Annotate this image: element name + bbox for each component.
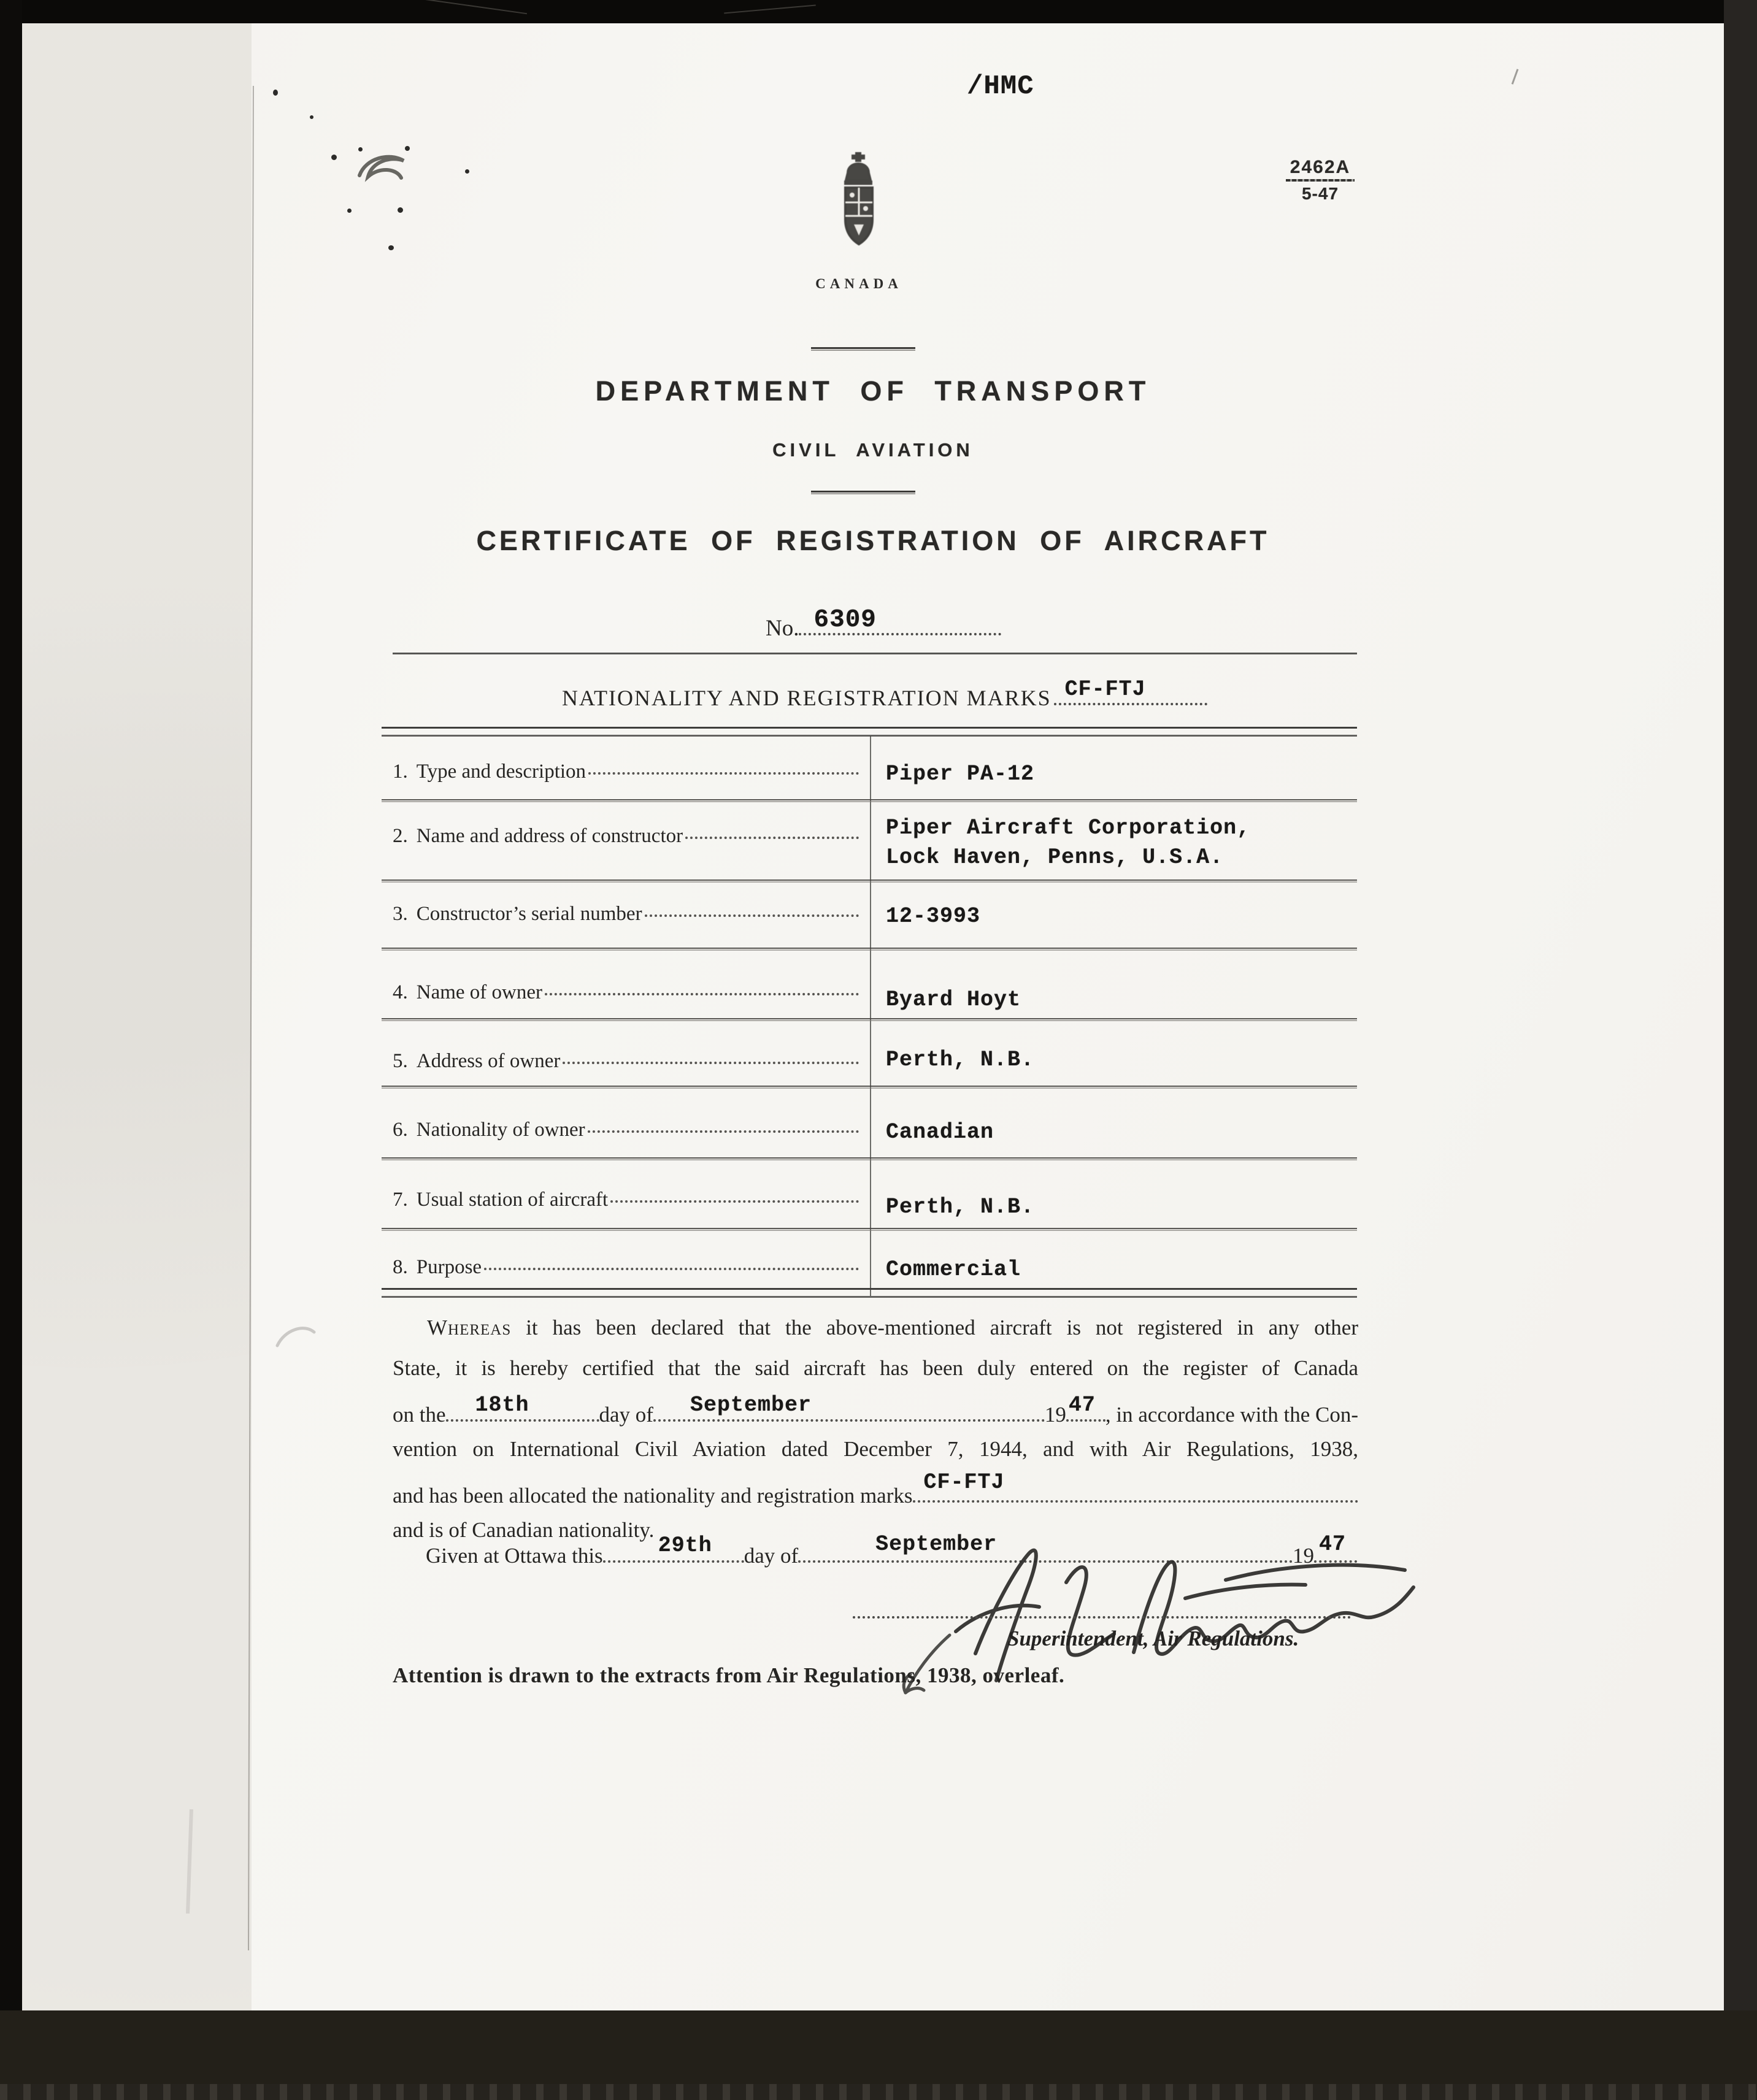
row-number: 1. [393,761,408,783]
table-row-value: Perth, N.B. [886,1195,1035,1219]
entered-month-field [653,1395,1045,1422]
row-label: Address of owner [416,1050,561,1072]
attention-note: Attention is drawn to the extracts from Air Regulations, 1938, overleaf. [393,1663,1065,1687]
leader-dots [588,772,859,775]
table-row-value: Byard Hoyt [886,987,1021,1012]
certificate-number-field [799,606,1001,635]
certificate-number-row [766,606,1001,642]
table-row-divider [382,879,1357,883]
table-row-value: Canadian [886,1120,994,1144]
row-number: 6. [393,1119,408,1141]
pencil-smudge [274,1317,320,1354]
leader-dots [545,993,859,995]
signature-dotted-line [853,1615,1351,1619]
entered-month-value: September [690,1393,812,1417]
allocated-marks-text: and has been allocated the nationality and registration marks [393,1484,913,1508]
row-number: 3. [393,903,408,925]
scan-border-right [1724,0,1757,2100]
row-label: Nationality of owner [416,1119,585,1141]
table-row-value: Piper Aircraft Corporation, [886,816,1251,840]
table-row-label [393,1256,859,1279]
on-the-text: on the [393,1403,446,1427]
certificate-title: CERTIFICATE OF REGISTRATION OF AIRCRAFT [476,525,1270,556]
table-row-label [393,761,859,783]
given-month-value: September [875,1532,998,1557]
given-year-prefix: 19 [1293,1544,1314,1568]
given-year-value: 47 [1319,1532,1347,1557]
given-day-value: 29th [658,1533,712,1558]
ink-speck [310,115,313,119]
entered-year-field [1066,1395,1105,1422]
table-row-value: Perth, N.B. [886,1048,1035,1072]
table-row-divider [382,948,1357,951]
rule-under-number [393,653,1357,654]
table-row-divider [382,799,1357,803]
entered-year-value: 47 [1068,1393,1096,1417]
signatory-title: Superintendent, Air Regulations. [1007,1627,1299,1650]
table-row-label [393,1189,859,1211]
backing-paper-strip [22,23,252,2010]
row-label: Type and description [416,761,586,783]
table-top-double-rule [382,727,1357,737]
declaration-line-3-rest: , in accordance with the Con- [1105,1403,1358,1427]
ink-speck [465,169,469,174]
row-label: Usual station of aircraft [416,1189,609,1211]
table-row-value: Commercial [886,1257,1021,1282]
table-row-label [393,981,859,1004]
leader-dots [563,1062,859,1064]
form-stamp-rule [1286,179,1355,182]
row-label: Constructor’s serial number [416,903,642,925]
leader-dots [588,1130,859,1133]
given-prefix-text: Given at Ottawa this [426,1544,603,1568]
entered-day-value: 18th [475,1393,529,1417]
divider-short-1 [811,347,915,351]
registration-marks-label: NATIONALITY AND REGISTRATION MARKS [562,686,1052,710]
ink-speck [273,90,278,96]
division-title: CIVIL AVIATION [772,439,974,461]
ink-speck [398,207,403,213]
scan-border-top [0,0,1757,23]
allocated-marks-value: CF-FTJ [923,1470,1005,1495]
table-row-value: Piper PA-12 [886,762,1035,786]
given-day-field [603,1533,744,1563]
divider-short-2 [811,491,915,494]
row-number: 8. [393,1256,408,1278]
leader-dots [610,1200,859,1203]
row-label: Purpose [416,1256,482,1278]
crest-caption: CANADA [815,276,902,291]
row-number: 2. [393,825,408,847]
table-row-divider [382,1228,1357,1232]
table-row-label [393,903,859,925]
registration-marks-row [562,678,1207,711]
film-edge-texture [0,2084,1757,2100]
routing-code: /HMC [967,71,1034,102]
table-row-divider [382,1018,1357,1022]
table-bottom-double-rule [382,1288,1357,1298]
declaration-line-2: State, it is hereby certified that the said aircraft has been duly entered on the register of Canada [393,1356,1358,1380]
row-number: 7. [393,1189,408,1211]
table-row-label [393,1119,859,1141]
form-number-stamp [1283,157,1357,204]
leader-dots [484,1268,859,1270]
year-prefix: 19 [1044,1403,1066,1427]
table-row-divider [382,1086,1357,1089]
table-row-value-line2: Lock Haven, Penns, U.S.A. [886,845,1224,870]
ink-speck [331,155,337,160]
department-title: DEPARTMENT OF TRANSPORT [595,375,1151,407]
canada-coat-of-arms-icon [811,152,907,275]
form-code: 2462A [1290,157,1351,177]
ink-speck [388,245,394,250]
certificate-number-value: 6309 [813,606,877,634]
allocated-marks-field [913,1470,1359,1503]
day-of-text: day of [599,1403,653,1427]
ink-curl-mark [355,148,413,193]
form-revision: 5-47 [1301,184,1339,203]
certificate-number-label: No. [766,616,799,641]
table-column-separator [870,736,871,1296]
row-number: 5. [393,1050,408,1072]
table-row-label [393,1050,859,1073]
declaration-line-1-text: it has been declared that the above-mentioned aircraft is not registered in any other [511,1316,1358,1339]
entered-day-field [446,1395,599,1422]
leader-dots [645,914,859,917]
whereas-word: Whereas [427,1316,512,1339]
row-label: Name of owner [416,981,543,1003]
table-row-label [393,825,859,848]
declaration-line-1 [393,1314,1358,1342]
declaration-line-3 [393,1395,1358,1429]
given-day-of-text: day of [744,1544,799,1568]
declaration-line-4: vention on International Civil Aviation dated December 7, 1944, and with Air Regulations, 1938, [393,1437,1358,1461]
paper-sheet [22,23,1724,2010]
table-row-divider [382,1157,1357,1161]
declaration-line-6: and is of Canadian nationality. [393,1518,655,1542]
leader-dots [685,837,859,839]
declaration-line-5 [393,1470,1358,1510]
scan-border-left [0,0,22,2100]
ink-speck [347,209,352,213]
table-row-value: 12-3993 [886,904,981,929]
registration-marks-field [1054,678,1207,705]
row-number: 4. [393,981,408,1003]
row-label: Name and address of constructor [416,825,683,847]
registration-marks-value: CF-FTJ [1064,677,1146,702]
